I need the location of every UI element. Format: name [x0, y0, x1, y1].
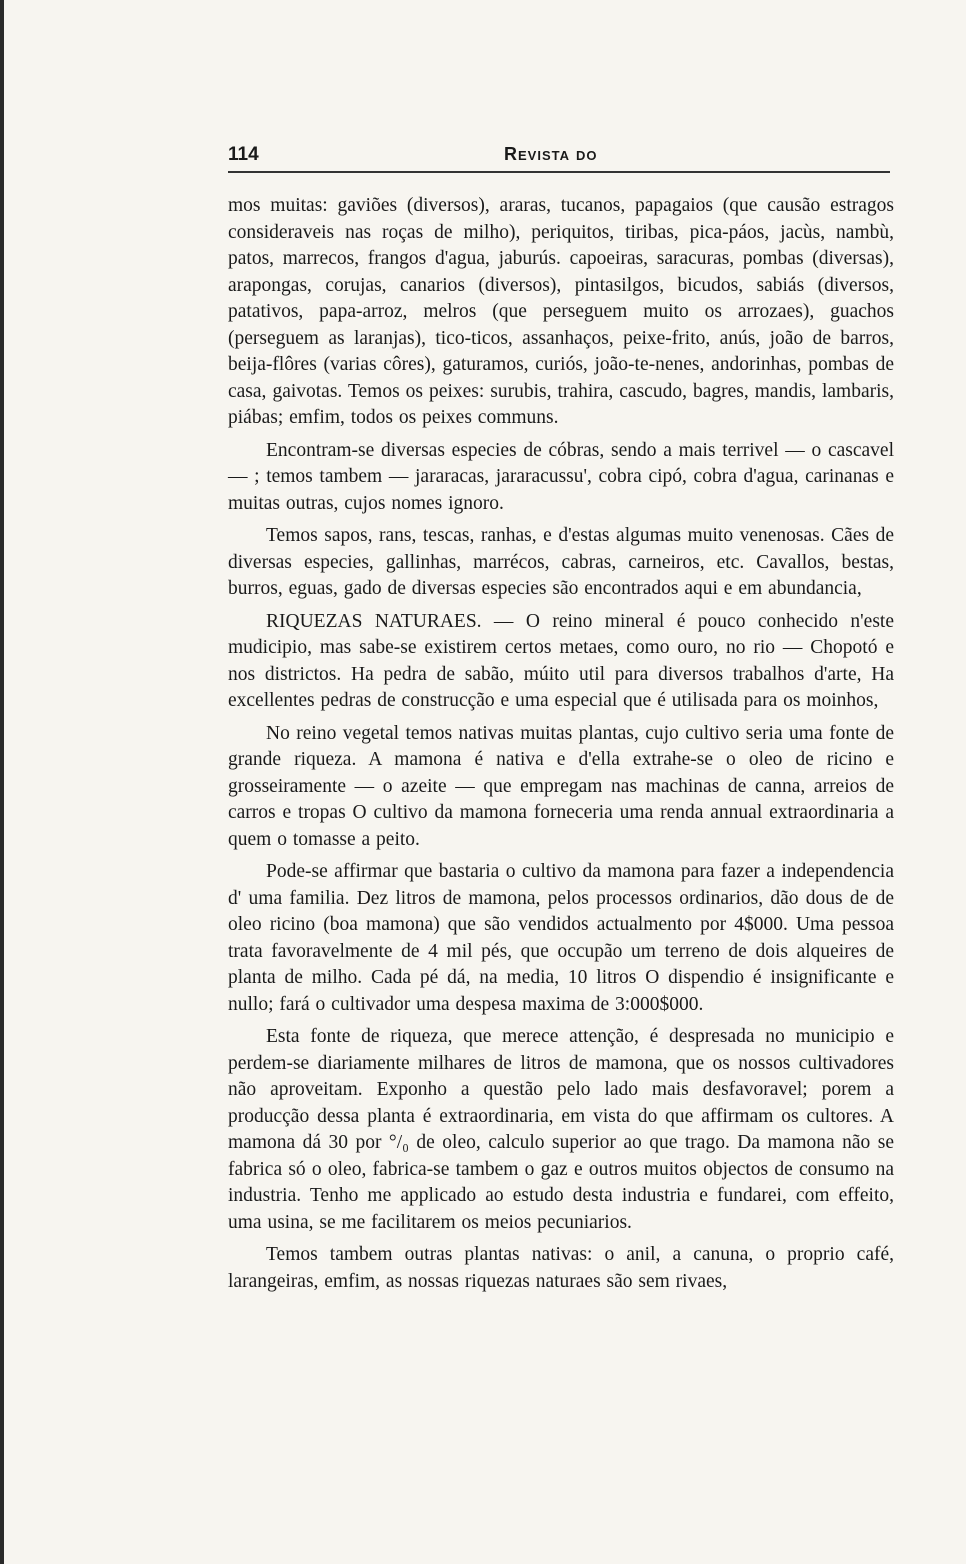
paragraph-mamona-industry: Esta fonte de riqueza, que merece attenção, é despresada no municipio e perdem-se diariamente milhares de litros de mamona, que os nossos cultivadores não aproveitam. Exponho a questão pelo lado mais desfavoravel; porem a producção dessa planta é extraordinaria, em vista do que affirmam os cultores. A mamona dá 30 por °/₀ de oleo, calculo superior ao que trago. Da mamona não se fabrica só o oleo, fabrica-se tambem o gaz e outros muitos objectos de consumo na industria. Tenho me applicado ao estudo desta industria e fundarei, com effeito, uma usina, se me facilitarem os meios pecuniarios.	[228, 1026, 894, 1233]
page-binding-edge	[0, 0, 4, 1564]
header-rule	[228, 171, 890, 173]
page-number: 114	[228, 144, 259, 165]
paragraph-mamona-cultivation: Pode-se affirmar que bastaria o cultivo da mamona para fazer a independencia d' uma familia. Dez litros de mamona, pelos processos ordinarios, dão dous de de oleo ricino (boa mamona) que são vendidos actualmento por 4$000. Uma pessoa trata favoravelmente de 4 mil pés, que occupão um terreno de dois alqueires de planta de milho. Cada pé dá, na media, 10 litros O dispendio é insignificante e nullo; fará o cultivador uma despesa maxima de 3:000$000.	[228, 861, 894, 1015]
paragraph-mineral-riches: RIQUEZAS NATURAES. — O reino mineral é pouco conhecido n'este mudicipio, mas sabe-se existirem certos metaes, como ouro, no rio — Chopotó e nos districtos. Ha pedra de sabão, múito util para diversos trabalhos d'arte, Ha excellentes pedras de construcção e uma especial que é utilisada para os moinhos,	[228, 610, 894, 711]
body-text	[228, 193, 894, 1301]
paragraph-animals: Temos sapos, rans, tescas, ranhas, e d'estas algumas muito venenosas. Cães de diversas especies, gallinhas, marrécos, cabras, carneiros, etc. Cavallos, bestas, burros, eguas, gado de diversas especies são encontrados aqui e em abundancia,	[228, 525, 894, 599]
page-header	[228, 140, 890, 172]
paragraph-vegetable-kingdom: No reino vegetal temos nativas muitas plantas, cujo cultivo seria uma fonte de grande riqueza. A mamona é nativa e d'ella extrahe-se o oleo de ricino e grosseiramente — o azeite — que empregam nas machinas de canna, arreios de carros e tropas O cultivo da mamona forneceria uma renda annual extraordinaria a quem o tomasse a peito.	[228, 722, 894, 850]
paragraph-fauna-birds-fish: mos muitas: gaviões (diversos), araras, tucanos, papagaios (que causão estragos consideraveis nas roças de milho), periquitos, tiribas, pica-páos, jacùs, nambù, patos, marrecos, frangos d'agua, jaburús. capoeiras, saracuras, pombas (diversas), arapongas, corujas, canarios (diversos), pintasilgos, bicudos, sabiás (diversos, patativos, papa-arroz, melros (que perseguem muito os arrozaes), guachos (perseguem as laranjas), tico-ticos, assanhaços, peixe-frito, anús, joão de barros, beija-flôres (varias côres), gaturamos, curiós, joão-te-nenes, andorinhas, pombas de casa, gaivotas. Temos os peixes: surubis, trahira, cascudo, bagres, mandis, lambaris, piábas; emfim, todos os peixes communs.	[228, 195, 894, 428]
paragraph-snakes: Encontram-se diversas especies de cóbras, sendo a mais terrivel — o cascavel — ; temos tambem — jararacas, jararacussu', cobra cipó, cobra d'agua, carinanas e muitas outras, cujos nomes ignoro.	[228, 439, 894, 514]
running-title: Revista do	[504, 144, 598, 164]
paragraph-native-plants: Temos tambem outras plantas nativas: o anil, a canuna, o proprio café, larangeiras, emfim, as nossas riquezas naturaes são sem rivaes,	[228, 1244, 894, 1292]
